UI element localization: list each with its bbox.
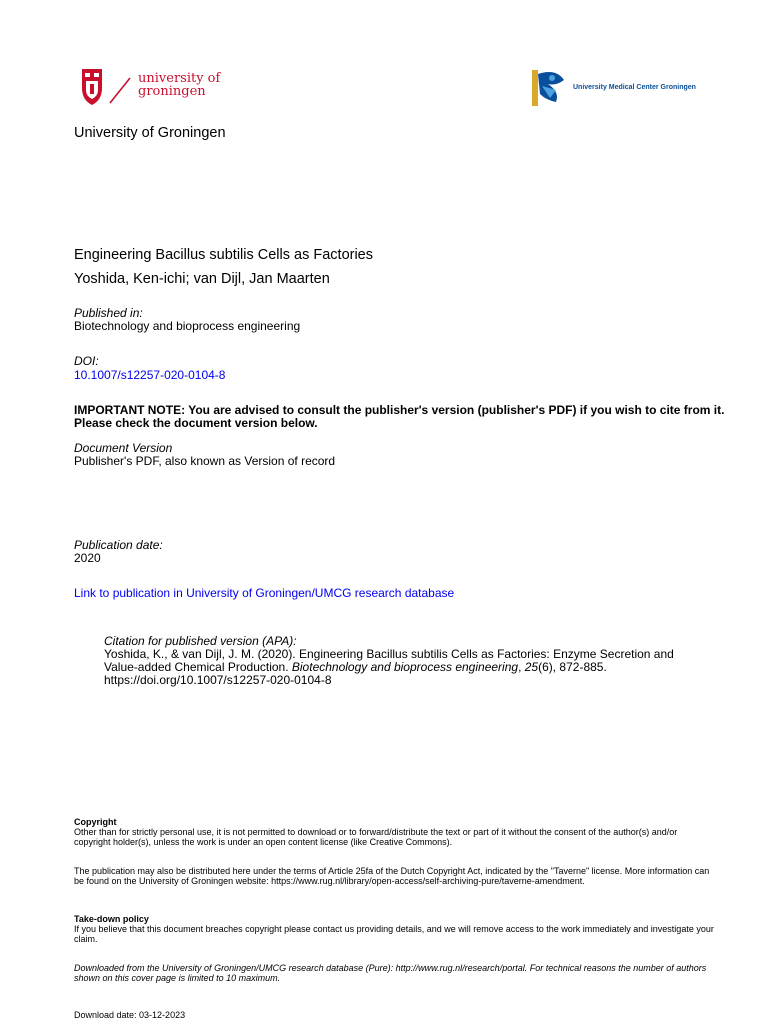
document-version-value: Publisher's PDF, also known as Version of record bbox=[74, 454, 336, 468]
authors: Yoshida, Ken-ichi; van Dijl, Jan Maarten bbox=[74, 271, 330, 287]
takedown-text: If you believe that this document breaches copyright please contact us providing details, and we will remove access to the work immediately and investigate your claim. bbox=[74, 924, 714, 944]
citation-volume: 25 bbox=[524, 660, 539, 674]
publication-date-label: Publication date: bbox=[74, 538, 163, 552]
citation-text bbox=[104, 648, 704, 687]
takedown-heading: Take-down policy bbox=[74, 914, 149, 924]
published-in-label: Published in: bbox=[74, 306, 143, 320]
citation-label: Citation for published version (APA): bbox=[104, 634, 297, 648]
published-in-value: Biotechnology and bioprocess engineering bbox=[74, 319, 301, 333]
umcg-emblem-icon bbox=[526, 66, 570, 110]
publication-date-value: 2020 bbox=[74, 551, 101, 565]
taverne-text: The publication may also be distributed here under the terms of Article 25fa of the Dutch Copyright Act, indicated by the "Taverne" license. More information can be found on the University of Groningen website: https://www.rug.nl/library/open-access/self-archiving-pure/taverne-amendment. bbox=[74, 866, 710, 886]
rug-crest-icon bbox=[78, 66, 138, 110]
doi-label: DOI: bbox=[74, 354, 99, 368]
citation-part2: (6), 872-885. https://doi.org/10.1007/s12257-020-0104-8 bbox=[104, 660, 607, 687]
research-database-link[interactable]: Link to publication in University of Groningen/UMCG research database bbox=[74, 586, 455, 600]
citation-separator: , bbox=[518, 660, 525, 674]
download-date: Download date: 03-12-2023 bbox=[74, 1010, 186, 1020]
document-title: Engineering Bacillus subtilis Cells as Factories bbox=[74, 247, 373, 263]
umcg-logo bbox=[526, 66, 726, 110]
copyright-text: Other than for strictly personal use, it is not permitted to download or to forward/distribute the text or part of it without the consent of the author(s) and/or copyright holder(s), unless the work is under an open content license (like Creative Commons). bbox=[74, 827, 678, 847]
downloaded-from: Downloaded from the University of Groningen/UMCG research database (Pure): http://www.rug.nl/research/portal. For technical reasons the number of authors shown on this cover page is limited to 10 maximum. bbox=[74, 963, 707, 983]
institution-name: University of Groningen bbox=[74, 125, 226, 141]
rug-line1: university of bbox=[138, 71, 221, 86]
citation-part1: Yoshida, K., & van Dijl, J. M. (2020). Engineering Bacillus subtilis Cells as Factories: Enzyme Secretion and Value-added Chemical Production. bbox=[104, 647, 674, 674]
copyright-heading: Copyright bbox=[74, 817, 117, 827]
rug-logo bbox=[78, 66, 238, 110]
doi-link[interactable]: 10.1007/s12257-020-0104-8 bbox=[74, 368, 226, 382]
important-note: IMPORTANT NOTE: You are advised to consult the publisher's version (publisher's PDF) if you wish to cite from it. Please check the document version below. bbox=[74, 403, 725, 430]
rug-line2: groningen bbox=[138, 84, 206, 99]
document-version-label: Document Version bbox=[74, 441, 173, 455]
citation-journal: Biotechnology and bioprocess engineering bbox=[291, 660, 519, 674]
umcg-label: University Medical Center Groningen bbox=[573, 84, 696, 91]
